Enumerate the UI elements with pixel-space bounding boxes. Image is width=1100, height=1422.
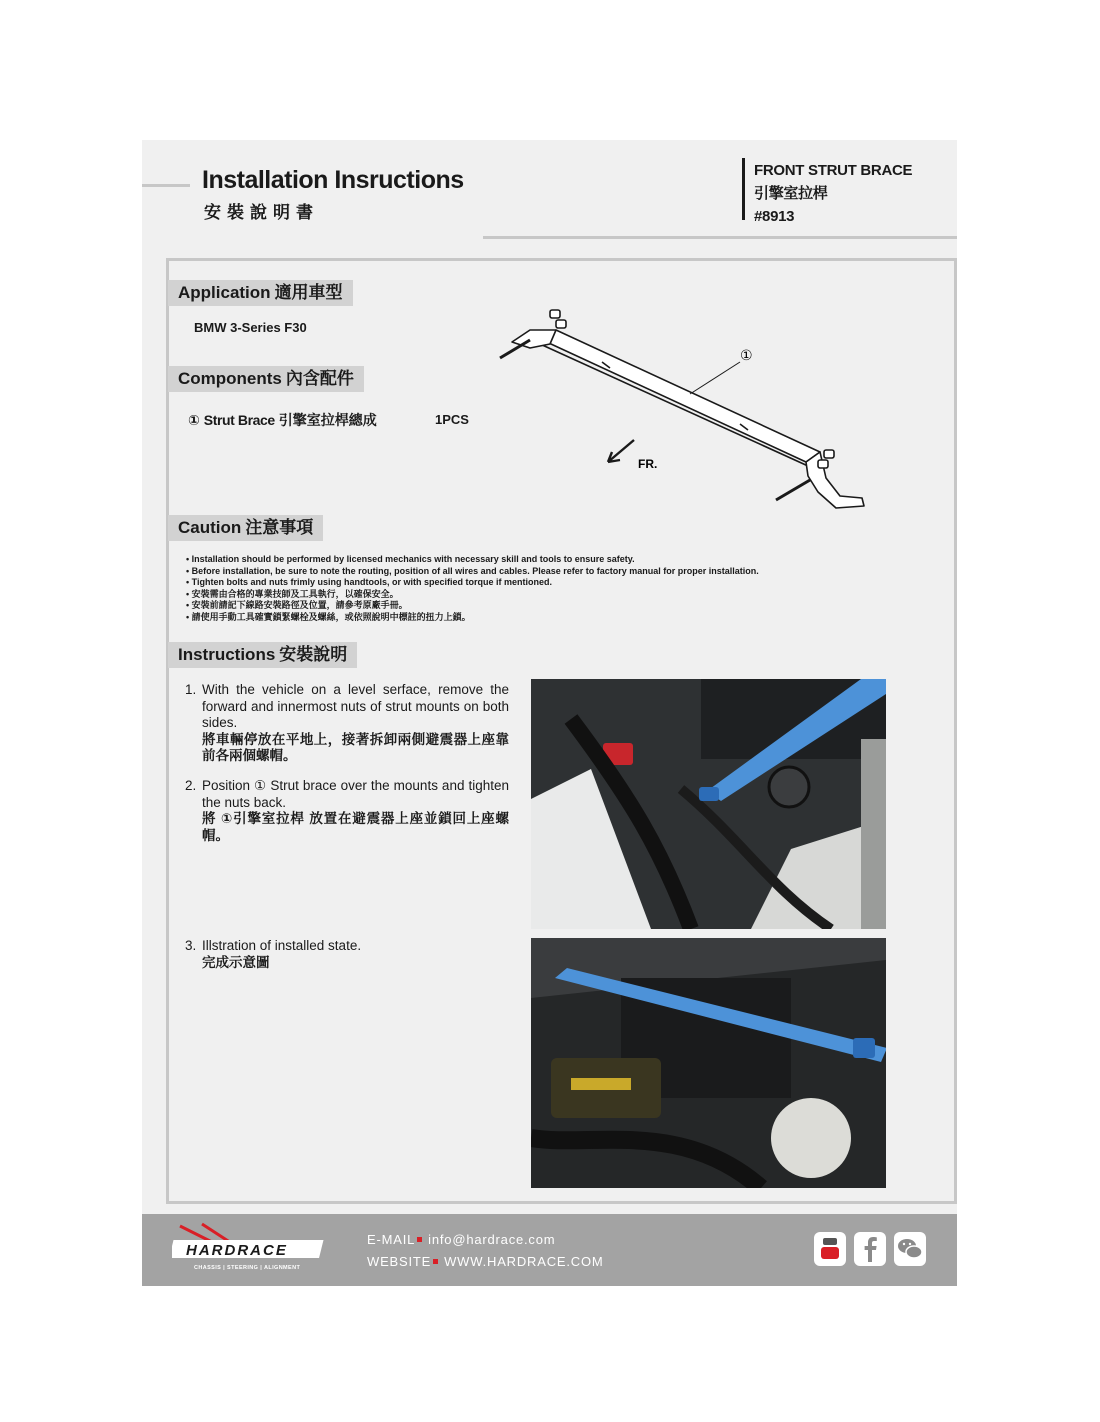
- brace-nut-right-1: [824, 450, 834, 458]
- instruction-step-1: [185, 682, 509, 765]
- logo-wordmark: HARDRACE: [186, 1242, 288, 1259]
- bullet-square: [417, 1237, 422, 1242]
- bullet-square: [433, 1259, 438, 1264]
- footer-email-line: [367, 1232, 555, 1247]
- part-number: #8913: [754, 208, 795, 225]
- brace-bar: [538, 330, 820, 462]
- caution-item: • 安裝前請記下線路安裝路徑及位置，請參考原廠手冊。: [186, 600, 408, 611]
- components-heading: Components 內含配件: [168, 366, 364, 392]
- front-direction-label: FR.: [638, 457, 658, 471]
- step-number: 3.: [185, 938, 197, 953]
- website-label: WEBSITE: [367, 1254, 432, 1269]
- caution-list: [186, 554, 759, 624]
- email-link[interactable]: info@hardrace.com: [428, 1232, 556, 1247]
- brace-nut-left-1: [550, 310, 560, 318]
- install-photo-installed-state: [531, 938, 886, 1188]
- youtube-icon[interactable]: [814, 1232, 846, 1266]
- component-marker: ①: [188, 412, 200, 428]
- component-name: Strut Brace: [203, 412, 275, 428]
- component-name-zh: 引擎室拉桿總成: [278, 412, 377, 428]
- document-title-zh: 安裝說明書: [204, 203, 319, 223]
- email-label: E-MAIL: [367, 1232, 416, 1247]
- caution-item: • 安裝需由合格的專業技師及工具執行，以確保安全。: [186, 588, 399, 599]
- reservoir-cap: [769, 767, 809, 807]
- brace-nut-left-2: [556, 320, 566, 328]
- instruction-step-3: [185, 938, 509, 971]
- instructions-heading: Instructions 安裝說明: [168, 642, 357, 668]
- front-arrow: [608, 440, 634, 462]
- component-qty: 1PCS: [435, 412, 469, 427]
- product-divider: [742, 158, 745, 220]
- strut-brace-diagram: [490, 300, 880, 520]
- caution-item: • Tighten bolts and nuts frimly using handtools, or with specified torque if mentioned.: [186, 577, 552, 588]
- step-number: 2.: [185, 778, 197, 793]
- brace-mount-right: [806, 452, 864, 508]
- application-heading: Application 適用車型: [168, 280, 353, 306]
- radiator-grille: [861, 739, 886, 929]
- step-text: Illstration of installed state.: [202, 938, 362, 953]
- caution-heading: Caution 注意事項: [168, 515, 323, 541]
- callout-leader: [690, 362, 740, 394]
- website-link[interactable]: WWW.HARDRACE.COM: [444, 1254, 604, 1269]
- caution-item: • Before installation, be sure to note the routing, position of all wires and cables. Please refer to factory manual for proper installation.: [186, 565, 759, 576]
- component-item: [188, 410, 377, 430]
- facebook-icon[interactable]: [854, 1232, 886, 1266]
- step-text-zh: 完成示意圖: [202, 954, 270, 970]
- application-vehicle: BMW 3-Series F30: [194, 320, 307, 335]
- wechat-icon[interactable]: [894, 1232, 926, 1266]
- logo-tagline: CHASSIS | STEERING | ALIGNMENT: [194, 1265, 301, 1271]
- product-name: FRONT STRUT BRACE: [754, 162, 913, 179]
- brace-nut-right-2: [818, 460, 828, 468]
- header-rule-left: [142, 184, 190, 187]
- step-text: With the vehicle on a level serface, remove the forward and innermost nuts of strut mounts on both sides.: [202, 682, 509, 730]
- step-text-zh: 將 ①引擎室拉桿 放置在避震器上座並鎖回上座螺帽。: [202, 811, 509, 843]
- hardrace-logo: [172, 1222, 332, 1274]
- caution-item: • Installation should be performed by licensed mechanics with necessary skill and tools to ensure safety.: [186, 554, 635, 564]
- instruction-step-2: [185, 778, 509, 844]
- product-info: [754, 159, 912, 228]
- brace-bolt-right: [776, 480, 810, 500]
- header-rule-right: [483, 236, 957, 239]
- callout-number: ①: [740, 348, 753, 364]
- coolant-reservoir: [771, 1098, 851, 1178]
- step-number: 1.: [185, 682, 197, 697]
- caution-item: • 請使用手動工具確實鎖緊螺栓及螺絲，或依照說明中標註的扭力上鎖。: [186, 611, 471, 622]
- product-name-zh: 引擎室拉桿: [754, 185, 828, 202]
- install-photo-position-brace: [531, 679, 886, 929]
- document-title: Installation Insructions: [202, 166, 464, 194]
- step-text: Position ① Strut brace over the mounts and tighten the nuts back.: [202, 778, 509, 810]
- footer-website-line: [367, 1254, 604, 1269]
- step-text-zh: 將車輛停放在平地上，接著拆卸兩側避震器上座靠前各兩個螺帽。: [202, 731, 509, 763]
